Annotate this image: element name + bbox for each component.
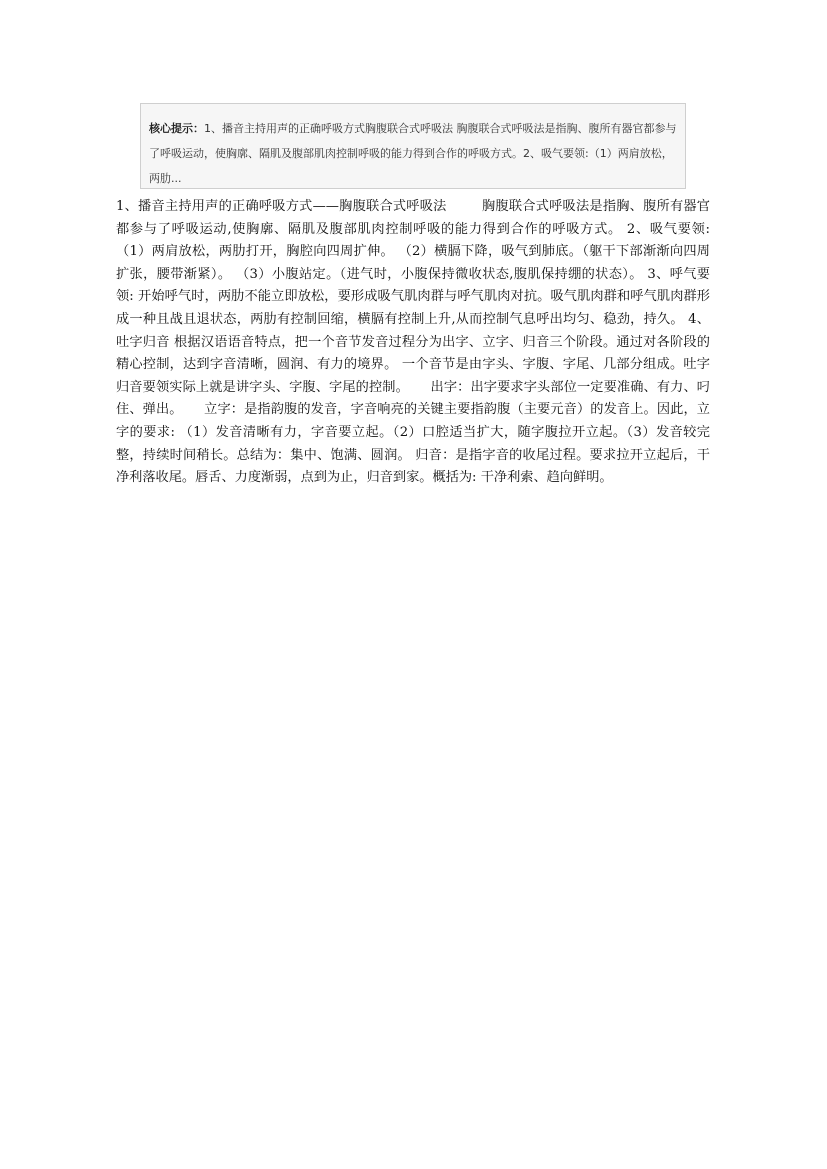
summary-text: 1、播音主持用声的正确呼吸方式胸腹联合式呼吸法 胸腹联合式呼吸法是指胸、腹所有器官都参与了呼吸运动，使胸廓、隔肌及腹部肌肉控制呼吸的能力得到合作的呼吸方式。2、吸气要领:（1）两肩放松，两肋...: [149, 122, 677, 185]
summary-label: 核心提示：: [149, 122, 204, 135]
summary-box: [140, 103, 686, 189]
body-text: 1、播音主持用声的正确呼吸方式——胸腹联合式呼吸法 胸腹联合式呼吸法是指胸、腹所有器官都参与了呼吸运动,使胸廓、隔肌及腹部肌肉控制呼吸的能力得到合作的呼吸方式。 2、吸气要领: （1）两肩放松，两肋打开，胸腔向四周扩伸。 （2）横膈下降，吸气到肺底。（躯干下部渐渐向四周扩张，腰带渐紧）。 （3）小腹站定。（进气时，小腹保持微收状态,腹肌保持绷的状态）。 3、呼气要领: 开始呼气时，两肋不能立即放松，要形成吸气肌肉群与呼气肌肉对抗。吸气肌肉群和呼气肌肉群形成一种且战且退状态，两肋有控制回缩，横膈有控制上升,从而控制气息呼出均匀、稳劲，持久。 4、吐字归音 根据汉语语音特点，把一个音节发音过程分为出字、立字、归音三个阶段。通过对各阶段的精心控制，达到字音清晰，圆润、有力的境界。 一个音节是由字头、字腹、字尾、几部分组成。吐字归音要领实际上就是讲字头、字腹、字尾的控制。 出字：出字要求字头部位一定要准确、有力、叼住、弹出。 立字：是指韵腹的发音，字音响亮的关键主要指韵腹（主要元音）的发音上。因此，立字的要求: （1）发音清晰有力，字音要立起。（2）口腔适当扩大，随字腹拉开立起。（3）发音较完整，持续时间稍长。总结为：集中、饱满、圆润。 归音：是指字音的收尾过程。要求拉开立起后，干净利落收尾。唇舌、力度渐弱，点到为止，归音到家。概括为: 干净利索、趋向鲜明。: [116, 199, 715, 486]
